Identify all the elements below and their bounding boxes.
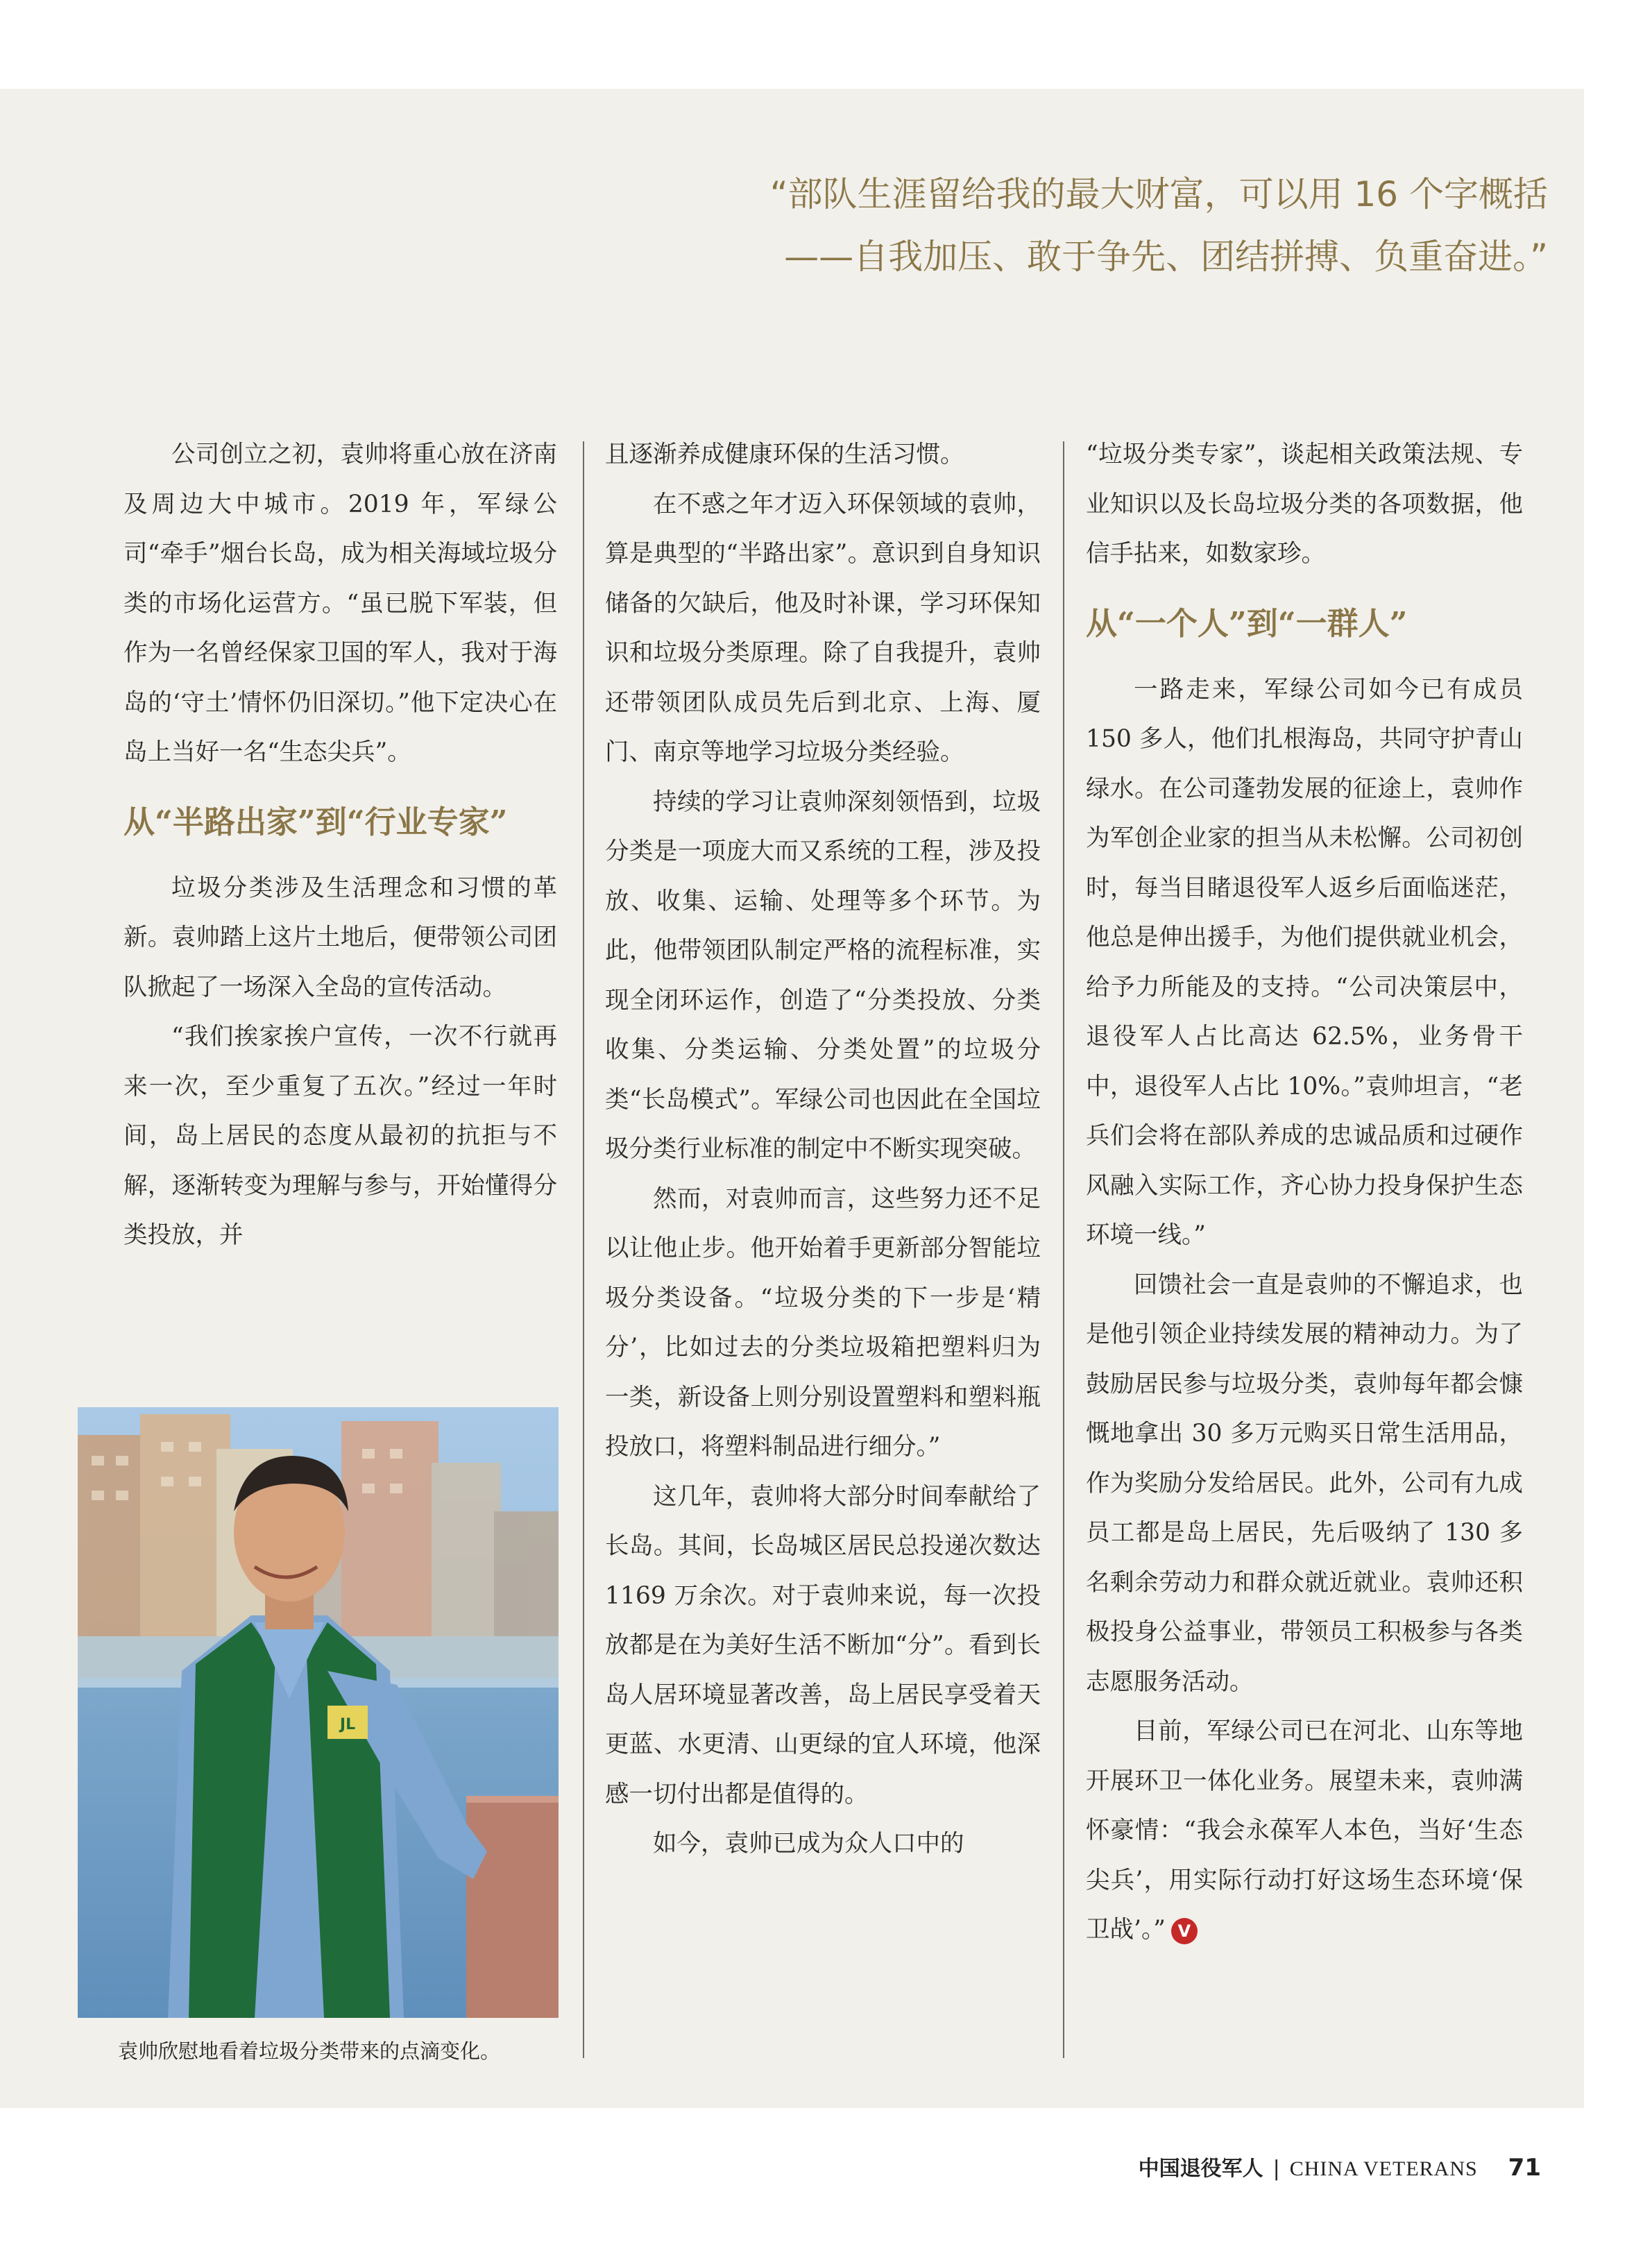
pull-quote: [577, 163, 1548, 288]
paragraph: 回馈社会一直是袁帅的不懈追求，也是他引领企业持续发展的精神动力。为了鼓励居民参与垃圾分类，袁帅每年都会慷慨地拿出 30 多万元购买日常生活用品，作为奖励分发给居民。此外，公司有九成员工都是岛上居民，先后吸纳了 130 多名剩余劳动力和群众就近就业。袁帅还积极投身公益事业，带领员工积极参与各类志愿服务活动。: [1086, 1271, 1523, 1696]
paragraph: 持续的学习让袁帅深刻领悟到，垃圾分类是一项庞大而又系统的工程，涉及投放、收集、运输、处理等多个环节。为此，他带领团队制定严格的流程标准，实现全闭环运作，创造了“分类投放、分类收集、分类运输、分类处置”的垃圾分类“长岛模式”。军绿公司也因此在全国垃圾分类行业标准的制定中不断实现突破。: [605, 788, 1041, 1163]
page-footer: [1139, 2151, 1541, 2182]
portrait-photo: [78, 1407, 559, 2018]
paragraph-text: 目前，军绿公司已在河北、山东等地开展环卫一体化业务。展望未来，袁帅满怀豪情：“我会永葆军人本色，当好‘生态尖兵’，用实际行动打好这场生态环境‘保卫战’。”: [1086, 1717, 1523, 1944]
paragraph: “垃圾分类专家”，谈起相关政策法规、专业知识以及长岛垃圾分类的各项数据，他信手拈来，如数家珍。: [1086, 441, 1523, 568]
pull-quote-line-1: “部队生涯留给我的最大财富，可以用 16 个字概括: [769, 174, 1548, 214]
magazine-name-cn: 中国退役军人: [1138, 2157, 1263, 2181]
paragraph: 一路走来，军绿公司如今已有成员 150 多人，他们扎根海岛，共同守护青山绿水。在公司蓬勃发展的征途上，袁帅作为军创企业家的担当从未松懈。公司初创时，每当目睹退役军人返乡后面临迷茫，他总是伸出援手，为他们提供就业机会，给予力所能及的支持。“公司决策层中，退役军人占比高达 62.5%，业务骨干中，退役军人占比 10%。”袁帅坦言，“老兵们会将在部队养成的忠诚品质和过硬作风融入实际工作，齐心协力投身保护生态环境一线。”: [1086, 675, 1523, 1249]
column-divider: [583, 441, 584, 2058]
portrait-illustration: [78, 1407, 559, 2018]
paragraph: 这几年，袁帅将大部分时间奉献给了长岛。其间，长岛城区居民总投递次数达 1169 万余次。对于袁帅来说，每一次投放都是在为美好生活不断加“分”。看到长岛人居环境显著改善，岛上居民享受着天更蓝、水更清、山更绿的宜人环境，他深感一切付出都是值得的。: [605, 1482, 1041, 1808]
paragraph: 如今，袁帅已成为众人口中的: [653, 1830, 964, 1858]
paragraph: 公司创立之初，袁帅将重心放在济南及周边大中城市。2019 年，军绿公司“牵手”烟台长岛，成为相关海域垃圾分类的市场化运营方。“虽已脱下军装，但作为一名曾经保家卫国的军人，我对于海岛的‘守土’情怀仍旧深切。”他下定决心在岛上当好一名“生态尖兵”。: [124, 441, 557, 766]
paragraph: 垃圾分类涉及生活理念和习惯的革新。袁帅踏上这片土地后，便带领公司团队掀起了一场深入全岛的宣传活动。: [124, 874, 557, 1001]
paragraph: 在不惑之年才迈入环保领域的袁帅，算是典型的“半路出家”。意识到自身知识储备的欠缺后，他及时补课，学习环保知识和垃圾分类原理。除了自我提升，袁帅还带领团队成员先后到北京、上海、厦门、南京等地学习垃圾分类经验。: [605, 490, 1041, 766]
photo-caption: 袁帅欣慰地看着垃圾分类带来的点滴变化。: [118, 2039, 501, 2063]
section-heading: 从“一个人”到“一群人”: [1086, 604, 1408, 642]
pull-quote-line-2: ——自我加压、敢于争先、团结拼搏、负重奋进。”: [784, 237, 1548, 277]
paragraph: 然而，对袁帅而言，这些努力还不足以让他止步。他开始着手更新部分智能垃圾分类设备。“垃圾分类的下一步是‘精分’，比如过去的分类垃圾箱把塑料归为一类，新设备上则分别设置塑料和塑料瓶投放口，将塑料制品进行细分。”: [605, 1184, 1041, 1461]
paragraph: “我们挨家挨户宣传，一次不行就再来一次，至少重复了五次。”经过一年时间，岛上居民的态度从最初的抗拒与不解，逐渐转变为理解与参与，开始懂得分类投放，并: [124, 1023, 557, 1249]
section-heading: 从“半路出家”到“行业专家”: [124, 803, 508, 840]
magazine-name-en: CHINA VETERANS: [1289, 2157, 1478, 2180]
column-2: [605, 430, 1041, 1869]
paragraph: [1086, 1707, 1523, 1955]
page-number: 71: [1508, 2154, 1541, 2182]
footer-separator: |: [1272, 2157, 1280, 2181]
column-1: [124, 430, 557, 1261]
column-divider: [1063, 441, 1064, 2058]
vest-logo-text: JL: [339, 1716, 356, 1733]
paragraph: 且逐渐养成健康环保的生活习惯。: [605, 441, 964, 468]
end-mark-icon: V: [1171, 1918, 1198, 1944]
column-3: [1086, 430, 1523, 1955]
